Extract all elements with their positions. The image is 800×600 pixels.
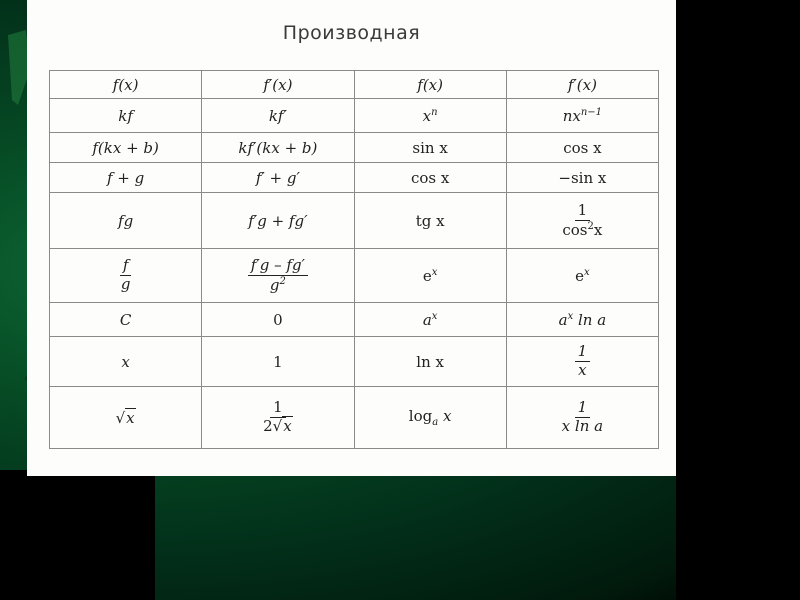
numerator: f′g – fg′ bbox=[248, 258, 308, 276]
header-derivative-1: f′(x) bbox=[202, 71, 354, 99]
base-text: a bbox=[422, 310, 432, 329]
radicand: x bbox=[126, 408, 135, 427]
numerator: 1 bbox=[575, 344, 591, 362]
cell-derivative: kf′ bbox=[202, 99, 354, 133]
cell-derivative: f′ + g′ bbox=[202, 163, 354, 193]
subscript-text: a bbox=[432, 417, 439, 428]
table-row bbox=[50, 163, 659, 193]
den-base: cos bbox=[562, 220, 588, 239]
cell-derivative: 1 bbox=[202, 337, 354, 387]
exponent-text: x bbox=[567, 310, 574, 322]
cell-function: ln x bbox=[354, 337, 506, 387]
square-root bbox=[116, 409, 136, 427]
den-base: g bbox=[269, 275, 280, 294]
den-exponent: 2 bbox=[279, 275, 286, 287]
cell-function: x bbox=[50, 337, 202, 387]
tail-text: ln a bbox=[573, 310, 607, 329]
base-text: e bbox=[575, 266, 584, 285]
den-exponent: 2 bbox=[587, 220, 594, 232]
base-text: e bbox=[422, 266, 432, 285]
table-row bbox=[50, 387, 659, 449]
numerator: 1 bbox=[575, 400, 591, 418]
fraction bbox=[559, 200, 605, 239]
sqrt-icon: √ bbox=[115, 408, 126, 427]
table-row bbox=[50, 99, 659, 133]
cell-function: tg x bbox=[354, 193, 506, 249]
cell-derivative bbox=[506, 99, 658, 133]
cell-function: fg bbox=[50, 193, 202, 249]
cell-derivative: kf′(kx + b) bbox=[202, 133, 354, 163]
denominator bbox=[260, 418, 296, 435]
exponent-text: x bbox=[431, 266, 438, 278]
exponent-text: n bbox=[431, 106, 438, 118]
numerator: f bbox=[120, 258, 132, 276]
table-row bbox=[50, 133, 659, 163]
fraction bbox=[559, 400, 606, 435]
base-text: nx bbox=[562, 106, 581, 125]
denominator bbox=[559, 221, 605, 239]
cell-function: sin x bbox=[354, 133, 506, 163]
derivatives-table bbox=[49, 70, 659, 449]
background-black-block-right bbox=[676, 0, 800, 600]
cell-derivative bbox=[506, 249, 658, 303]
cell-derivative bbox=[506, 337, 658, 387]
table-row bbox=[50, 303, 659, 337]
cell-function bbox=[50, 249, 202, 303]
base-text: x bbox=[422, 106, 432, 125]
sqrt-icon: √ bbox=[272, 417, 283, 435]
square-root bbox=[273, 419, 293, 435]
table-row bbox=[50, 193, 659, 249]
denominator: x bbox=[578, 361, 587, 379]
cell-derivative bbox=[506, 303, 658, 337]
numerator: 1 bbox=[575, 203, 591, 221]
header-function-1: f(x) bbox=[50, 71, 202, 99]
den-prefix: 2 bbox=[263, 417, 273, 435]
cell-derivative bbox=[506, 193, 658, 249]
fraction bbox=[248, 255, 308, 294]
cell-function bbox=[50, 387, 202, 449]
background-black-block-left bbox=[0, 470, 155, 600]
cell-function: C bbox=[50, 303, 202, 337]
base-text: a bbox=[558, 310, 568, 329]
exponent-text: n−1 bbox=[580, 106, 603, 118]
base-text: log bbox=[408, 407, 433, 425]
header-derivative-2: f′(x) bbox=[506, 71, 658, 99]
fraction bbox=[575, 344, 591, 379]
cell-function: cos x bbox=[354, 163, 506, 193]
cell-derivative: f′g + fg′ bbox=[202, 193, 354, 249]
tail-text: x bbox=[438, 407, 452, 425]
denominator bbox=[267, 276, 289, 294]
fraction bbox=[118, 258, 134, 293]
exponent-text: x bbox=[431, 310, 438, 322]
den-tail: x bbox=[593, 220, 603, 239]
exponent-text: x bbox=[584, 266, 590, 278]
cell-derivative: cos x bbox=[506, 133, 658, 163]
cell-function bbox=[354, 387, 506, 449]
table-row bbox=[50, 249, 659, 303]
table-row bbox=[50, 337, 659, 387]
cell-function bbox=[354, 303, 506, 337]
cell-function: kf bbox=[50, 99, 202, 133]
table-header-row bbox=[50, 71, 659, 99]
cell-function: f(kx + b) bbox=[50, 133, 202, 163]
cell-function bbox=[354, 99, 506, 133]
derivative-table-sheet bbox=[27, 0, 676, 476]
header-function-2: f(x) bbox=[354, 71, 506, 99]
cell-derivative bbox=[202, 387, 354, 449]
radicand: x bbox=[283, 417, 292, 435]
numerator: 1 bbox=[270, 400, 286, 418]
cell-derivative: −sin x bbox=[506, 163, 658, 193]
cell-derivative bbox=[506, 387, 658, 449]
cell-derivative bbox=[202, 249, 354, 303]
cell-derivative: 0 bbox=[202, 303, 354, 337]
denominator: g bbox=[120, 275, 131, 293]
fraction bbox=[260, 400, 296, 435]
cell-function: f + g bbox=[50, 163, 202, 193]
cell-function bbox=[354, 249, 506, 303]
page-title: Производная bbox=[282, 22, 421, 44]
denominator: x ln a bbox=[561, 417, 604, 435]
